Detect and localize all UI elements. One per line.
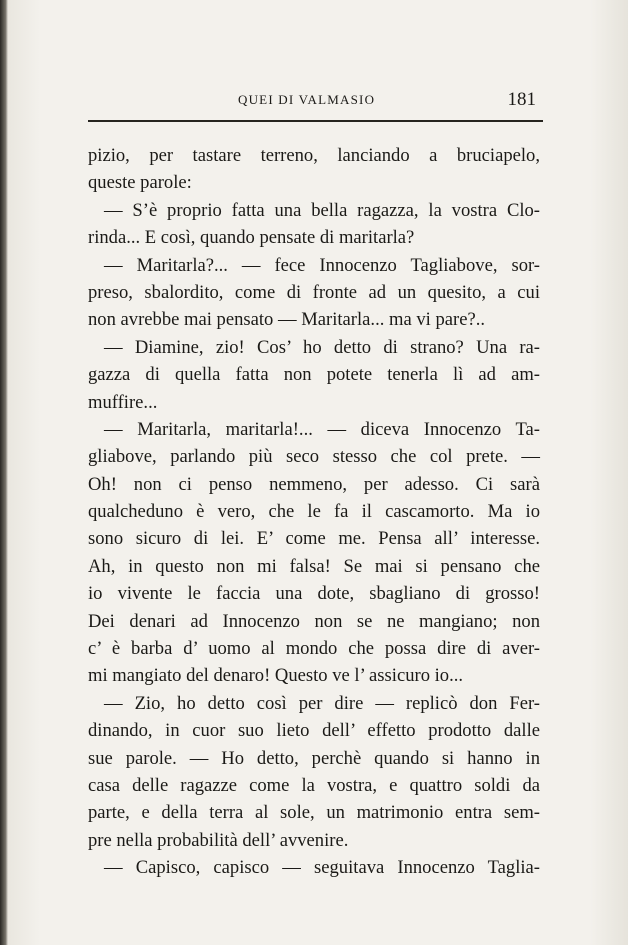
- text-line: parte, e della terra al sole, un matrimonio entra sem-: [88, 802, 540, 824]
- text-line: — Capisco, capisco — seguitava Innocenzo Taglia-: [104, 857, 540, 879]
- text-line: muffire...: [88, 391, 158, 413]
- text-line: — S’è proprio fatta una bella ragazza, la vostra Clo-: [104, 199, 540, 221]
- page-number: 181: [507, 89, 536, 110]
- text-line: sue parole. — Ho detto, perchè quando si hanno in: [88, 747, 540, 769]
- header-rule: [88, 120, 543, 122]
- text-line: Ah, in questo non mi falsa! Se mai si pensano che: [88, 555, 540, 577]
- text-line: — Zio, ho detto così per dire — replicò don Fer-: [104, 692, 540, 714]
- book-spine-shadow: [0, 0, 8, 945]
- body-text: [88, 142, 540, 882]
- text-line: rinda... E così, quando pensate di maritarla?: [88, 227, 415, 249]
- text-line: Oh! non ci penso nemmeno, per adesso. Ci sarà: [88, 473, 540, 495]
- running-head: QUEI DI VALMASIO: [238, 92, 376, 107]
- text-line: mi mangiato del denaro! Questo ve l’ assicuro io...: [88, 665, 464, 687]
- text-line: dinando, in cuor suo lieto dell’ effetto prodotto dalle: [88, 720, 540, 742]
- text-line: preso, sbalordito, come di fronte ad un quesito, a cui: [88, 281, 540, 303]
- text-line: non avrebbe mai pensato — Maritarla... ma vi pare?..: [88, 309, 486, 331]
- text-line: gliabove, parlando più seco stesso che col prete. —: [88, 446, 540, 468]
- text-line: c’ è barba d’ uomo al mondo che possa dire di aver-: [88, 638, 540, 660]
- text-line: casa delle ragazze come la vostra, e quattro soldi da: [88, 774, 540, 796]
- text-line: queste parole:: [88, 172, 192, 194]
- text-line: Dei denari ad Innocenzo non se ne mangiano; non: [88, 610, 540, 632]
- text-line: — Maritarla?... — fece Innocenzo Tagliabove, sor-: [104, 254, 540, 276]
- text-line: — Diamine, zio! Cos’ ho detto di strano? Una ra-: [104, 336, 540, 358]
- text-line: io vivente le faccia una dote, sbagliano di grosso!: [88, 583, 540, 605]
- text-line: sono sicuro di lei. E’ come me. Pensa all’ interesse.: [88, 528, 540, 550]
- page-header: [88, 89, 540, 116]
- text-line: pre nella probabilità dell’ avvenire.: [88, 829, 349, 851]
- text-line: qualcheduno è vero, che le fa il cascamorto. Ma io: [88, 501, 540, 523]
- text-line: — Maritarla, maritarla!... — diceva Innocenzo Ta-: [104, 418, 540, 440]
- text-line: gazza di quella fatta non potete tenerla lì ad am-: [88, 364, 540, 386]
- text-line: pizio, per tastare terreno, lanciando a bruciapelo,: [88, 145, 540, 166]
